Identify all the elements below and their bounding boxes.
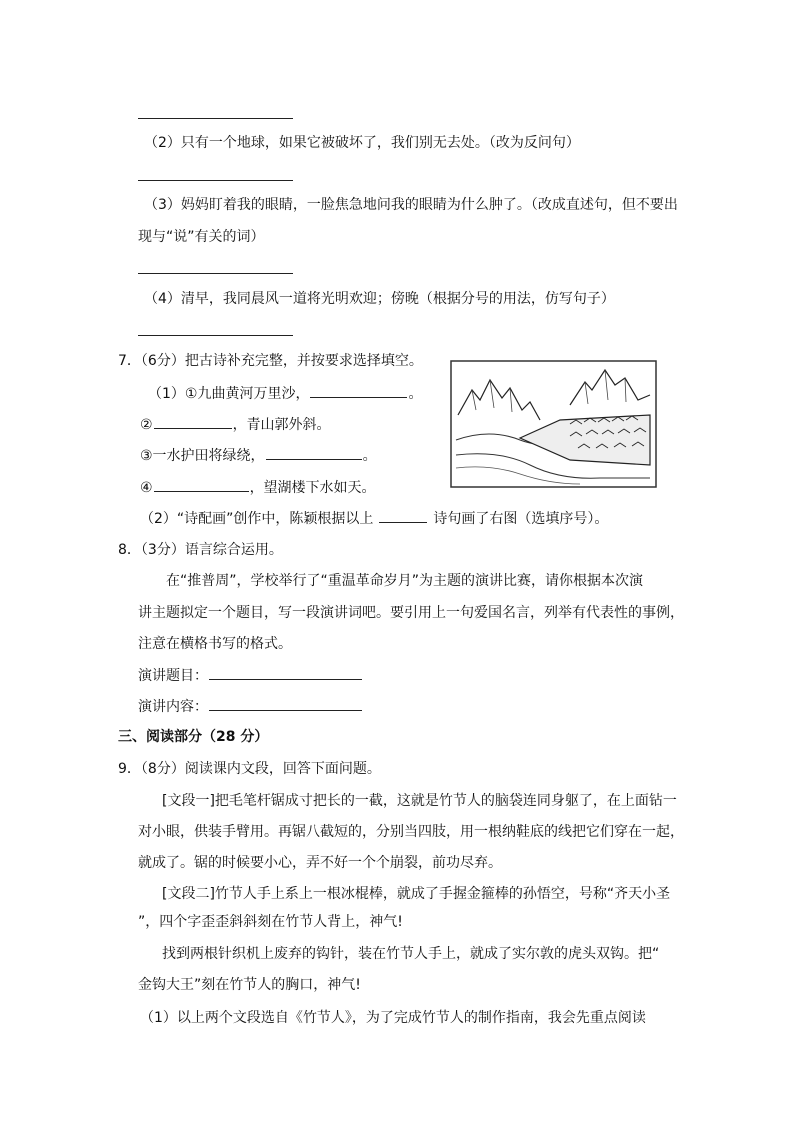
- q9-passage-1-line-3: 就成了。锯的时候要小心，弄不好一个个崩裂，前功尽弃。: [138, 855, 502, 871]
- q7-title: 7．（6分）把古诗补充完整，并按要求选择填空。: [118, 353, 423, 369]
- poem-line-2-suffix: ，青山郭外斜。: [232, 417, 331, 433]
- q6-sentence-2: （2）只有一个地球，如果它被破坏了，我们别无去处。（改为反问句）: [144, 135, 580, 151]
- q7-choice-blank[interactable]: [379, 508, 427, 523]
- q9-passage-2-line-2: ”，四个字歪歪斜斜刻在竹节人背上，神气!: [138, 914, 403, 930]
- poem-line-4-suffix: ，望湖楼下水如天。: [249, 480, 376, 496]
- speech-content-label: 演讲内容：: [138, 699, 208, 715]
- q7-part-2-suffix: 诗句画了右图（选填序号）。: [433, 511, 609, 527]
- q6-sentence-3-line-2: 现与“说”有关的词）: [138, 229, 265, 245]
- q9-passage-2-line-1: [文段二]竹节人手上系上一根冰棍棒，就成了手握金箍棒的孙悟空，号称“齐天小圣: [162, 886, 671, 902]
- poem-line-1-suffix: 。: [408, 386, 423, 402]
- q7-poem-line-4: [140, 477, 376, 498]
- landscape-illustration-icon: [450, 360, 657, 488]
- q8-title: 8．（3分）语言综合运用。: [118, 542, 283, 558]
- poem-line-2-prefix: ②: [140, 417, 153, 433]
- answer-line-3[interactable]: [138, 273, 293, 274]
- q9-passage-1-line-1: [文段一]把毛笔杆锯成寸把长的一截，这就是竹节人的脑袋连同身躯了，在上面钻一: [162, 793, 677, 809]
- q7-poem-line-1: [148, 383, 422, 404]
- q8-topic-row: [138, 665, 363, 686]
- q9-passage-2-line-4: 金钩大王”刻在竹节人的胸口，神气!: [138, 977, 361, 993]
- poem-line-4-prefix: ④: [140, 480, 153, 496]
- q6-sentence-4: （4）清早，我同晨风一道将光明欢迎；傍晚（根据分号的用法，仿写句子）: [144, 291, 615, 307]
- poem-line-3-prefix: ③一水护田将绿绕，: [140, 448, 265, 464]
- answer-line-4[interactable]: [138, 335, 293, 336]
- poem-line-1-prefix: （1）①九曲黄河万里沙，: [148, 386, 310, 402]
- poem-blank-2[interactable]: [154, 414, 232, 429]
- q7-poem-line-2: [140, 414, 331, 435]
- poem-blank-3[interactable]: [266, 445, 362, 460]
- poem-blank-1[interactable]: [310, 383, 407, 398]
- answer-line-2[interactable]: [138, 180, 293, 181]
- q7-part-2: [140, 508, 608, 529]
- q9-passage-1-line-2: 对小眼，供装手臂用。再锯八截短的，分别当四肢，用一根纳鞋底的线把它们穿在一起，: [138, 824, 684, 840]
- section-3-heading: 三、阅读部分（28 分）: [118, 729, 269, 745]
- speech-topic-input[interactable]: [209, 665, 362, 680]
- speech-content-input[interactable]: [209, 696, 362, 711]
- q9-title: 9．（8分）阅读课内文段，回答下面问题。: [118, 761, 381, 777]
- answer-line-1[interactable]: [138, 118, 293, 119]
- q7-part-2-prefix: （2）“诗配画”创作中，陈颖根据以上: [140, 511, 374, 527]
- q8-paragraph-line-3: 注意在横格书写的格式。: [138, 636, 292, 652]
- q9-passage-2-line-3: 找到两根针织机上废弃的钩针，装在竹节人手上，就成了实尔敦的虎头双钩。把“: [162, 946, 660, 962]
- poem-line-3-suffix: 。: [362, 448, 377, 464]
- q6-sentence-3-line-1: （3）妈妈盯着我的眼睛，一脸焦急地问我的眼睛为什么肿了。（改成直述句，但不要出: [144, 197, 678, 213]
- q8-paragraph-line-1: 在“推普周”，学校举行了“重温革命岁月”为主题的演讲比赛，请你根据本次演: [166, 573, 644, 589]
- q7-poem-line-3: [140, 445, 377, 466]
- q8-paragraph-line-2: 讲主题拟定一个题目，写一段演讲词吧。要引用上一句爱国名言，列举有代表性的事例，: [138, 605, 684, 621]
- speech-topic-label: 演讲题目：: [138, 668, 208, 684]
- q9-sub-question-1: （1）以上两个文段选自《竹节人》，为了完成竹节人的制作指南，我会先重点阅读: [140, 1010, 646, 1026]
- q8-content-row: [138, 696, 363, 717]
- poem-blank-4[interactable]: [154, 477, 249, 492]
